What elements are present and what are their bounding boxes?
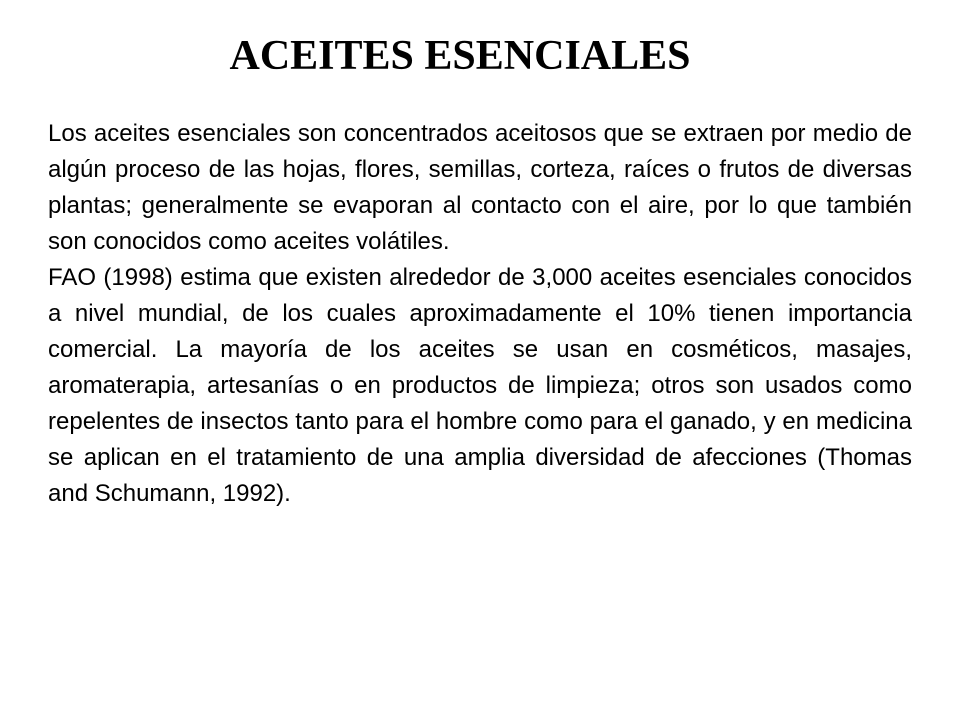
paragraph-fao-estimate: FAO (1998) estima que existen alrededor de 3,000 aceites esenciales conocidos a nivel mundial, de los cuales aproximadamente el 10% tienen importancia comercial. La mayoría de los aceites se usan en cosméticos, masajes, aromaterapia, artesanías o en productos de limpieza; otros son usados como repelentes de insectos tanto para el hombre como para el ganado, y en medicina se aplican en el tratamiento de una amplia diversidad de afecciones (Thomas and Schumann, 1992).: [48, 264, 912, 507]
slide-body: [48, 116, 912, 512]
paragraph-definition: Los aceites esenciales son concentrados aceitosos que se extraen por medio de algún proceso de las hojas, flores, semillas, corteza, raíces o frutos de diversas plantas; generalmente se evaporan al contacto con el aire, por lo que también son conocidos como aceites volátiles.: [48, 120, 912, 255]
slide-title: ACEITES ESENCIALES: [229, 33, 691, 79]
